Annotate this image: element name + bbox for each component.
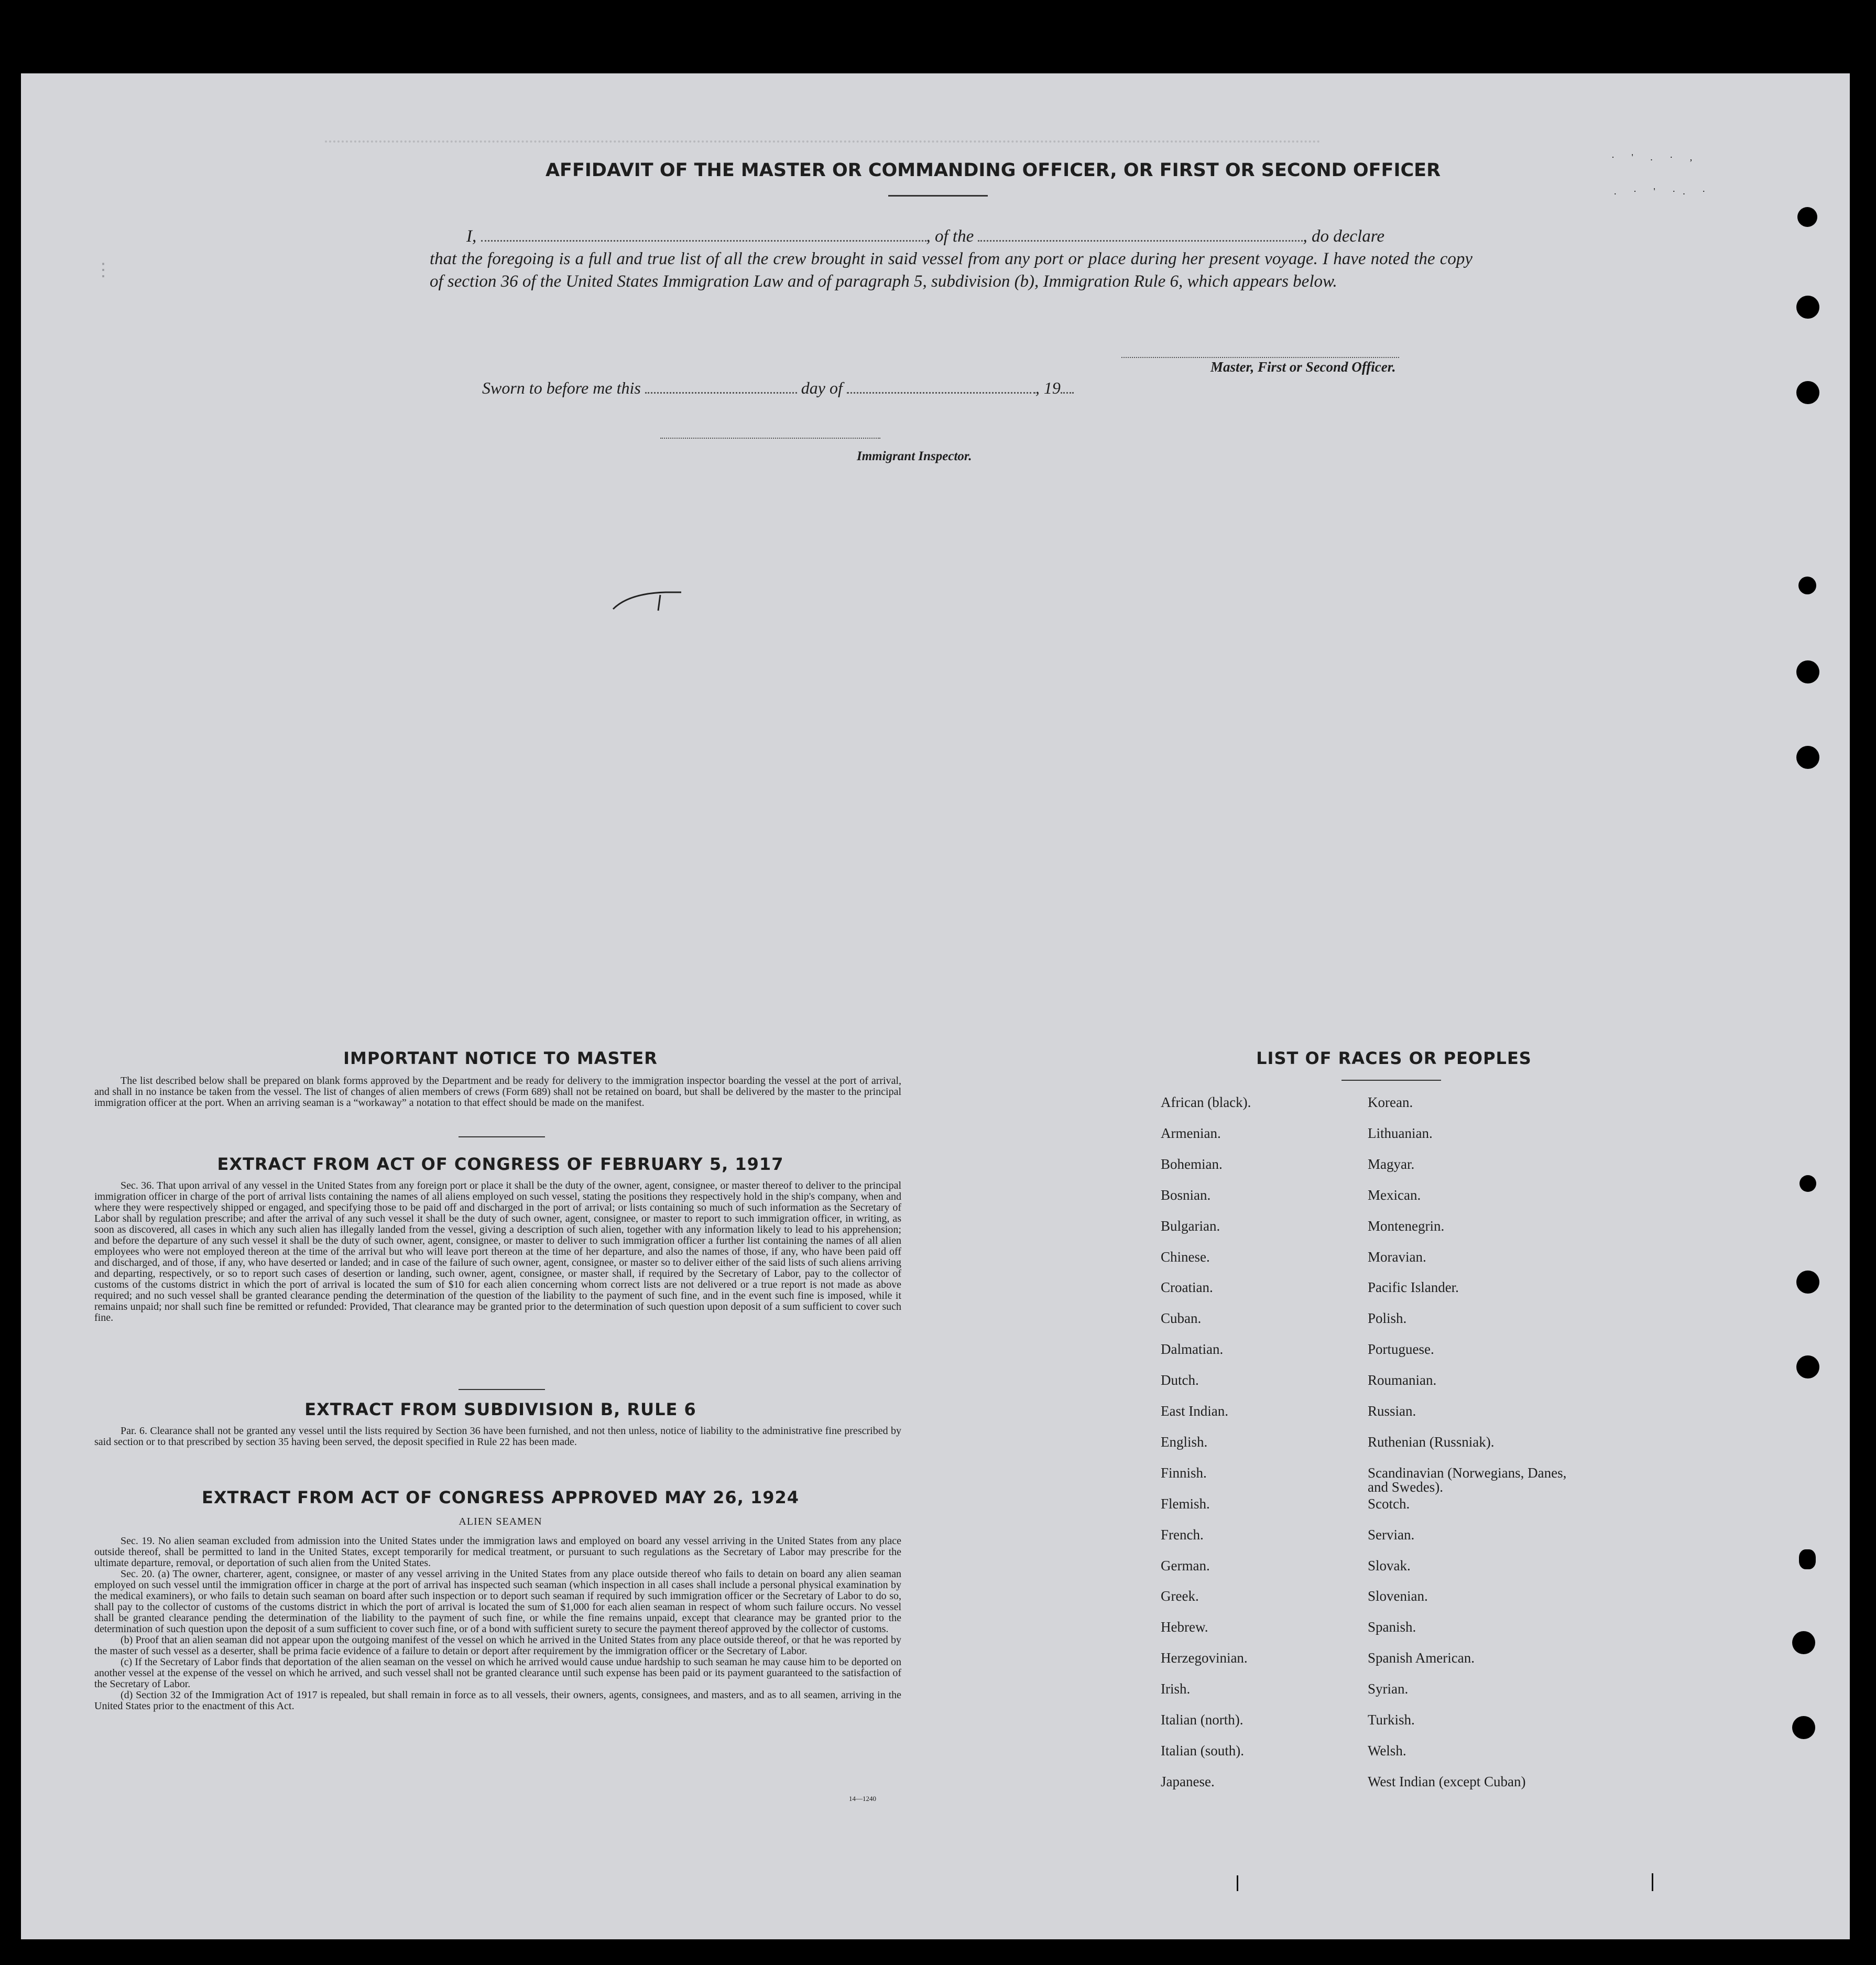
extract-1917-text (94, 1180, 901, 1323)
race-item-left: Dalmatian. (1161, 1341, 1224, 1358)
punch-hole (1799, 1549, 1816, 1569)
race-item-left: Irish. (1161, 1681, 1191, 1697)
punch-hole (1796, 660, 1819, 683)
punch-hole (1792, 1631, 1815, 1654)
race-item-right: Turkish. (1368, 1712, 1415, 1728)
race-item-right: Syrian. (1368, 1681, 1409, 1697)
extract-rule6-title: EXTRACT FROM SUBDIVISION B, RULE 6 (304, 1399, 696, 1419)
races-title-underline (1341, 1080, 1441, 1081)
punch-hole (1796, 1355, 1819, 1378)
race-item-left: Bosnian. (1161, 1187, 1211, 1203)
race-item-right: Magyar. (1368, 1156, 1415, 1172)
vessel-name-field[interactable] (978, 236, 1303, 242)
extract-1924-paragraph-3: (b) Proof that an alien seaman did not appear upon the outgoing manifest of the vessel on which he arrived in the United States from any place outside thereof, or that he was reported by the master of such vessel as a deserter, shall be prima facie evidence of a failure to detain or deport after requirement by the immigration officer or the Secretary of Labor. (94, 1634, 901, 1657)
races-title: LIST OF RACES OR PEOPLES (1256, 1048, 1532, 1068)
document-page (21, 73, 1850, 1939)
sworn-year-field[interactable] (1061, 388, 1074, 394)
extract-1917-paragraph: Sec. 36. That upon arrival of any vessel in the United States from any foreign port or place it shall be the duty of the owner, agent, consignee, or master thereof to deliver to the principal immigration officer in charge of the port of arrival lists containing the names of all aliens employed on such vessel, stating the positions they respectively hold in the ship's company, when and where they were respectively shipped or engaged, and specifying those to be paid off and discharged in the port of arrival; or lists containing so much of such information as the Secretary of Labor shall by regulation prescribe; and after the arrival of any such vessel it shall be the duty of such owner, agent, consignee, or master to report to such immigration officer, in writing, as soon as discovered, all cases in which any such alien has illegally landed from the vessel, giving a description of such alien, together with any information likely to lead to his apprehension; and before the departure of any such vessel it shall be the duty of such owner, agent, consignee, or master to deliver to such immigration officer a further list containing the names of all alien employees who were not employed thereon at the time of the arrival but who will leave port thereon at the time of her departure, and also the names of those, if any, who have been paid off and discharged, and of those, if any, who have deserted or landed; and in case of the failure of such owner, agent, consignee, or master so to deliver either of the said lists of such aliens arriving and departing, respectively, or so to report such cases of desertion or landing, such owner, agent, consignee, or master shall, if required by the Secretary of Labor, pay to the collector of customs of the customs district in which the port of arrival is located the sum of $10 for each alien concerning whom correct lists are not delivered or a true report is not made as above required; and no such vessel shall be granted clearance pending the determination of the question of the liability to the payment of such fine, and in the event such fine is imposed, while it remains unpaid; nor shall such fine be remitted or refunded: Provided, That clearance may be granted prior to the determination of such question upon deposit of a sum sufficient to cover such fine. (94, 1180, 901, 1323)
bottom-tick-right (1652, 1873, 1653, 1891)
sworn-prefix: Sworn to before me this (482, 378, 641, 397)
race-item-left: Armenian. (1161, 1125, 1221, 1141)
race-item-right: Scandinavian (Norwegians, Danes, and Swedes). (1368, 1464, 1567, 1495)
print-marks-2: . · ' ·. · (1614, 186, 1713, 197)
race-item-right: Polish. (1368, 1310, 1407, 1327)
sworn-month-field[interactable] (847, 388, 1035, 394)
race-item-left: Herzegovinian. (1161, 1650, 1248, 1666)
race-item-left: Dutch. (1161, 1372, 1199, 1388)
race-item-right: Korean. (1368, 1094, 1413, 1110)
race-item-left: African (black). (1161, 1094, 1251, 1110)
extract-rule6-text (94, 1426, 901, 1448)
race-item-left: Bohemian. (1161, 1156, 1223, 1172)
race-item-right: Ruthenian (Russniak). (1368, 1434, 1495, 1450)
race-item-left: French. (1161, 1526, 1204, 1543)
bottom-tick-left (1237, 1875, 1238, 1891)
extract-1917-divider (459, 1389, 545, 1390)
punch-hole (1798, 577, 1816, 594)
declare-label: , do declare (1303, 227, 1384, 246)
pen-stroke-mark (608, 582, 702, 618)
punch-hole (1792, 1716, 1815, 1739)
race-item-left: Italian (south). (1161, 1742, 1244, 1758)
race-item-left: Cuban. (1161, 1310, 1202, 1327)
race-item-left: Flemish. (1161, 1495, 1210, 1512)
race-item-left: Finnish. (1161, 1464, 1207, 1481)
extract-1924-text (94, 1536, 901, 1712)
race-item-right: Mexican. (1368, 1187, 1421, 1203)
extract-rule6-paragraph: Par. 6. Clearance shall not be granted any vessel until the lists required by Section 36 have been furnished, and not then unless, notice of liability to the administrative fine prescribed by said section or to that prescribed by section 35 having been served, the deposit specified in Rule 22 has been made. (94, 1425, 901, 1448)
punch-hole (1799, 1175, 1816, 1192)
race-item-right: Lithuanian. (1368, 1125, 1433, 1141)
extract-1924-title: EXTRACT FROM ACT OF CONGRESS APPROVED MAY 26, 1924 (201, 1488, 800, 1507)
sworn-year: , 19 (1035, 378, 1061, 397)
faded-stamp-mark: ⋮ (94, 260, 112, 280)
race-item-right: Portuguese. (1368, 1341, 1434, 1358)
declaration-body: that the foregoing is a full and true list of all the crew brought in said vessel from any port or place during her present voyage. I have noted the copy of section 36 of the United States Immigration Law and of paragraph 5, subdivision (b), Immigration Rule 6, which appears below. (430, 249, 1473, 291)
race-item-left: German. (1161, 1557, 1210, 1573)
title-underline (888, 195, 988, 197)
race-item-left: Chinese. (1161, 1249, 1210, 1265)
race-item-right: Moravian. (1368, 1249, 1426, 1265)
extract-1924-paragraph-1: Sec. 19. No alien seaman excluded from admission into the United States under the immigration laws and employed on board any vessel arriving in the United States from any place outside thereof, shall be permitted to land in the United States, except temporarily for medical treatment, or pursuant to such regulations as the Secretary of Labor may prescribe for the ultimate departure, removal, or deportation of such alien from the United States. (94, 1535, 901, 1569)
notice-text (94, 1076, 901, 1109)
sworn-day-field[interactable] (645, 388, 797, 394)
inspector-caption: Immigrant Inspector. (857, 449, 972, 463)
faint-header-rule (325, 140, 1321, 143)
punch-hole (1796, 296, 1819, 319)
extract-1917-title: EXTRACT FROM ACT OF CONGRESS OF FEBRUARY 5, 1917 (217, 1154, 784, 1174)
race-item-right: Spanish American. (1368, 1650, 1475, 1666)
race-item-right: Servian. (1368, 1526, 1415, 1543)
race-item-right: Russian. (1368, 1403, 1416, 1419)
extract-1924-subtitle: ALIEN SEAMEN (459, 1516, 542, 1527)
master-signature-caption: Master, First or Second Officer. (1210, 359, 1396, 375)
race-item-left: Greek. (1161, 1588, 1199, 1604)
sworn-line (482, 378, 1074, 398)
of-the-label: , of the (926, 227, 974, 246)
extract-1924-paragraph-5: (d) Section 32 of the Immigration Act of 1917 is repealed, but shall remain in force as to all vessels, their owners, agents, consignees, and masters, and as to all seamen, arriving in the United States prior to the enactment of this Act. (94, 1689, 901, 1712)
declarant-name-field[interactable] (481, 236, 926, 242)
race-item-left: Croatian. (1161, 1279, 1213, 1296)
punch-hole (1796, 746, 1819, 769)
race-item-left: Hebrew. (1161, 1619, 1208, 1635)
race-item-right: Slovenian. (1368, 1588, 1428, 1604)
notice-title: IMPORTANT NOTICE TO MASTER (343, 1048, 658, 1068)
declarant-prefix: I, (466, 227, 477, 246)
race-item-right: Spanish. (1368, 1619, 1416, 1635)
race-item-left: Japanese. (1161, 1773, 1215, 1789)
punch-hole (1796, 381, 1819, 404)
race-item-right: Slovak. (1368, 1557, 1411, 1573)
affidavit-declaration (430, 225, 1473, 293)
sworn-day-of: day of (801, 378, 843, 397)
race-item-right: Welsh. (1368, 1742, 1406, 1758)
race-item-right: West Indian (except Cuban) (1368, 1773, 1526, 1789)
race-item-left: Italian (north). (1161, 1712, 1244, 1728)
race-item-right: Scotch. (1368, 1495, 1410, 1512)
notice-divider (459, 1136, 545, 1137)
race-item-right: Pacific Islander. (1368, 1279, 1459, 1296)
master-signature-line[interactable] (1121, 357, 1399, 358)
print-marks: · ' . · , (1611, 152, 1700, 162)
race-item-left: English. (1161, 1434, 1208, 1450)
form-number: 14—1240 (849, 1795, 876, 1803)
affidavit-title: AFFIDAVIT OF THE MASTER OR COMMANDING OFFICER, OR FIRST OR SECOND OFFICER (545, 160, 1441, 181)
race-item-left: Bulgarian. (1161, 1218, 1220, 1234)
punch-hole (1796, 1271, 1819, 1294)
race-item-right: Roumanian. (1368, 1372, 1437, 1388)
punch-hole (1797, 207, 1817, 227)
extract-1924-paragraph-2: Sec. 20. (a) The owner, charterer, agent, consignee, or master of any vessel arriving in the United States from any place outside thereof who fails to detain on board any alien seaman employed on such vessel until the immigration officer in charge at the port of arrival has inspected such seaman (which inspection in all cases shall include a personal physical examination by the medical examiners), or who fails to detain such seaman on board after such inspection or to deport such seaman if required by such immigration officer or the Secretary of Labor to do so, shall pay to the collector of customs of the customs district in which the port of arrival is located the sum of $1,000 for each alien seaman in respect of whom such failure occurs. No vessel shall be granted clearance pending the determination of the liability to the payment of such fine, or while the fine remains unpaid, except that clearance may be granted prior to the determination of such question upon the deposit of a sum sufficient to cover such fine, or of a bond with sufficient surety to secure the payment thereof approved by the collector of customs. (94, 1568, 901, 1635)
race-item-left: East Indian. (1161, 1403, 1228, 1419)
extract-1924-paragraph-4: (c) If the Secretary of Labor finds that deportation of the alien seaman on the vessel on which he arrived would cause undue hardship to such seaman he may cause him to be deported on another vessel at the expense of the vessel on which he arrived, and such vessel shall not be granted clearance until such expense has been paid or its payment guaranteed to the satisfaction of the Secretary of Labor. (94, 1656, 901, 1690)
race-item-right: Montenegrin. (1368, 1218, 1445, 1234)
notice-paragraph: The list described below shall be prepared on blank forms approved by the Department and be ready for delivery to the immigration inspector boarding the vessel at the port of arrival, and shall in no instance be taken from the vessel. The list of changes of alien members of crews (Form 689) shall not be retained on board, but shall be delivered by the master to the principal immigration officer at the port. When an arriving seaman is a “workaway” a notation to that effect should be made on the manifest. (94, 1075, 901, 1109)
inspector-signature-line[interactable] (660, 438, 880, 439)
